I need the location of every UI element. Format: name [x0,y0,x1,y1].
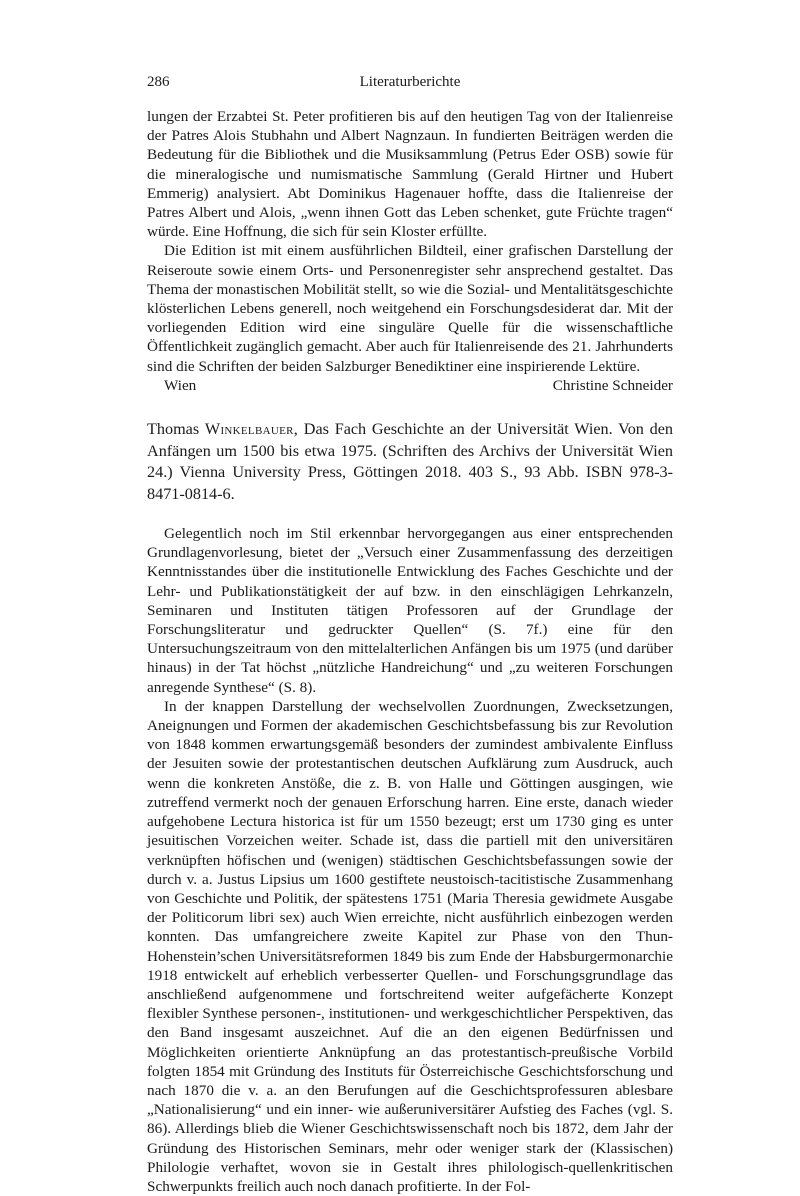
review2-paragraph-1: Gelegentlich noch im Stil erkennbar hervorgegangen aus einer entsprechenden Grundlagenvorlesung, bietet der „Versuch einer Zusammenfassung des derzeitigen Kenntnisstandes über die institutionelle Entwicklung des Faches Geschichte und der Lehr- und Publikationstätigkeit der auf bzw. in den einschlägigen Lehrkanzeln, Seminaren und Instituten tätigen Professoren auf der Grundlage der Forschungsliteratur und gedruckter Quellen“ (S. 7f.) eine für den Untersuchungszeitraum von den mittelalterlichen Anfängen bis um 1975 (und darüber hinaus) in der Tat höchst „nützliche Handreichung“ und „zu weiteren Forschungen anregende Synthese“ (S. 8). [147,525,673,696]
review2-author-first: Thomas [147,420,200,439]
review2-bibliographic-entry [147,419,673,505]
page-body [147,107,673,1196]
review2-citation: Das Fach Geschichte an der Universität Wien. Von den Anfängen um 1500 bis etwa 1975. (Schriften des Archivs der Universität Wien 24.) Vienna University Press, Göttingen 2018. 403 S., 93 Abb. ISBN 978-3-8471-0814-6. [147,420,673,503]
review1-reviewer: Christine Schneider [552,376,673,394]
review1-signature [147,376,673,395]
review2-paragraph-2: In der knappen Darstellung der wechselvollen Zuordnungen, Zwecksetzungen, Aneignungen und Formen der akademischen Geschichtsbefassung bis zur Revolution von 1848 kommen erwartungsgemäß besonders der zumindest ambivalente Einfluss der Jesuiten sowie der protestantischen deutschen Aufklärung zum Ausdruck, auch wenn die konkreten Anstöße, die z. B. von Halle und Göttingen ausgingen, wie zutreffend vermerkt noch der genauen Erforschung harren. Eine erste, danach wieder aufgehobene Lectura historica ist für um 1550 bezeugt; erst um 1730 ging es unter jesuitischen Vorzeichen weiter. Schade ist, dass die partiell mit den universitären verknüpften höfischen und (wenigen) städtischen Geschichtsbefassungen sowie der durch v. a. Justus Lipsius um 1600 gestiftete neustoisch-tacitistische Zusammenhang von Geschichte und Politik, der spätestens 1751 (Maria Theresia gewidmete Ausgabe der Politicorum libri sex) auch Wien erreichte, nicht ausführlich einbezogen werden konnten. Das umfangreichere zweite Kapitel zur Phase von den Thun-Hohenstein’schen Universitätsreformen 1849 bis zum Ende der Habsburgermonarchie 1918 entwickelt auf erheblich verbesserter Quellen- und Forschungsgrundlage das anschließend aufgenommene und fortschreitend weiter aufgefächerte Konzept flexibler Synthese personen-, institutionen- und werkgeschichtlicher Perspektiven, das den Band insgesamt auszeichnet. Auf die an den eigenen Bedürfnissen und Möglichkeiten orientierte Anknüpfung an das protestantisch-preußische Vorbild folgten 1854 mit Gründung des Instituts für Österreichische Geschichtsforschung und nach 1870 die v. a. an den Berufungen auf die Geschichtsprofessuren ablesbare „Nationalisierung“ und ein inner- wie außeruniversitärer Aufstieg des Faches (vgl. S. 86). Allerdings blieb die Wiener Geschichtswissenschaft noch bis 1872, dem Jahr der Gründung des Historischen Seminars, mehr oder weniger stark der (Klassischen) Philologie verhaftet, wovon sie in Gestalt ihres philologisch-quellenkritischen Schwerpunkts freilich auch noch danach profitierte. In der Fol- [147,697,673,1195]
running-head [147,74,673,94]
section-title: Literaturberichte [359,74,461,90]
review1-place: Wien [164,376,197,394]
review1-paragraph-1: lungen der Erzabtei St. Peter profitieren bis auf den heutigen Tag von der Italienreise der Patres Alois Stubhahn und Albert Nagnzaun. In fundierten Beiträgen werden die Bedeutung für die Bibliothek und die Musiksammlung (Petrus Eder OSB) sowie für die mineralogische und numismatische Sammlung (Gerald Hirtner und Hubert Emmerig) analysiert. Abt Dominikus Hagenauer hoffte, dass die Italienreise der Patres Albert und Alois, „wenn ihnen Gott das Leben schenket, gute Früchte tragen“ würde. Eine Hoffnung, die sich für sein Kloster erfüllte. [147,108,673,241]
page-number: 286 [147,74,170,90]
review1-paragraph-2: Die Edition ist mit einem ausführlichen Bildteil, einer grafischen Darstellung der Reiseroute sowie einem Orts- und Personenregister sehr ansprechend gestaltet. Das Thema der monastischen Mobilität stellt, so wie die Sozial- und Mentalitätsgeschichte klösterlichen Lebens generell, noch weitgehend ein Forschungsdesiderat dar. Mit der vorliegenden Edition wird eine singuläre Quelle für die wissenschaftliche Öffentlichkeit zugänglich gemacht. Aber auch für Italienreisende des 21. Jahrhunderts sind die Schriften der beiden Salzburger Benediktiner eine inspirierende Lektüre. [147,242,673,375]
review2-author-last: Winkelbauer, [204,420,299,439]
